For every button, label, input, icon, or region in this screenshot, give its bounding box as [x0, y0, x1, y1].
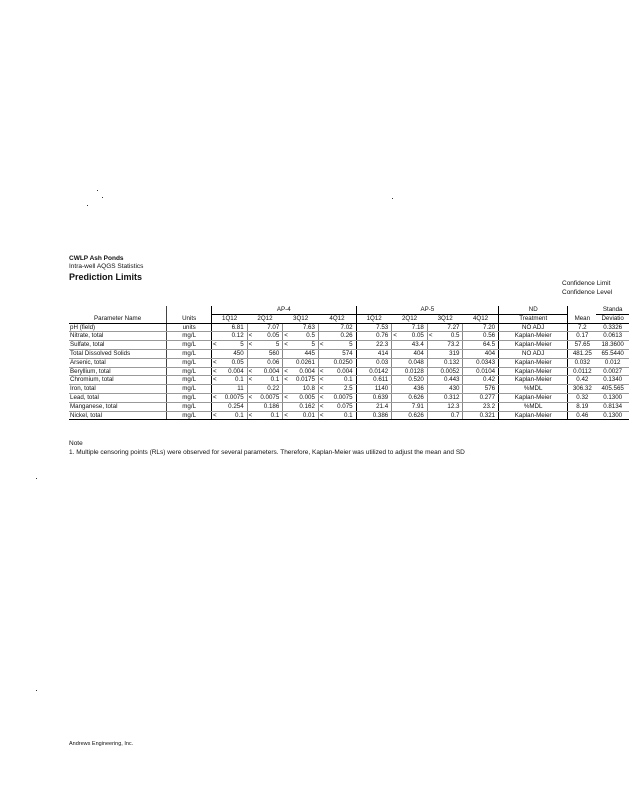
value-cell: 0.05: [399, 332, 428, 341]
treatment-cell: %MDL: [499, 385, 568, 394]
parameter-name: Beryllium, total: [69, 367, 167, 376]
col-units: Units: [167, 314, 212, 323]
scan-speck: [36, 478, 37, 479]
table-row: [69, 402, 629, 411]
value-cell: 0.01: [290, 411, 319, 420]
qualifier-cell: <: [393, 332, 397, 340]
qualifier-cell: <: [213, 367, 217, 375]
units-cell: mg/L: [167, 358, 212, 367]
value-cell: 5: [290, 341, 319, 350]
mean-cell: 0.032: [568, 358, 597, 367]
prediction-limits-table: [69, 306, 629, 420]
qualifier-cell: [463, 323, 470, 332]
parameter-name: Nickel, total: [69, 411, 167, 420]
mean-cell: 481.25: [568, 349, 597, 358]
value-cell: 0.7: [434, 411, 463, 420]
qualifier-cell: [392, 323, 399, 332]
qualifier-cell: [283, 385, 290, 394]
value-cell: 404: [470, 349, 499, 358]
value-cell: 0.626: [399, 411, 428, 420]
treatment-cell: Kaplan-Meier: [499, 376, 568, 385]
value-cell: 574: [326, 349, 357, 358]
mean-cell: 57.65: [568, 341, 597, 350]
treatment-cell: NO ADJ: [499, 323, 568, 332]
qualifier-cell: <: [319, 393, 324, 401]
qualifier-cell: <: [213, 411, 217, 419]
value-cell: 450: [219, 349, 248, 358]
sd-cell: 0.1300: [596, 411, 629, 420]
treatment-cell: Kaplan-Meier: [499, 332, 568, 341]
qualifier-cell: [356, 367, 363, 376]
value-cell: 5: [326, 341, 357, 350]
scan-speck: [87, 205, 88, 206]
mean-cell: 0.0112: [568, 367, 597, 376]
units-cell: mg/L: [167, 402, 212, 411]
value-cell: 0.004: [254, 367, 283, 376]
qualifier-cell: [463, 402, 470, 411]
qualifier-cell: [356, 323, 363, 332]
sd-cell: 405.565: [596, 385, 629, 394]
qualifier-cell: [356, 411, 363, 420]
qualifier-cell: [318, 349, 325, 358]
value-cell: 0.1: [326, 376, 357, 385]
qualifier-cell: [247, 349, 254, 358]
qualifier-cell: <: [284, 332, 288, 340]
value-cell: 404: [399, 349, 428, 358]
qualifier-cell: <: [319, 402, 324, 410]
qualifier-cell: <: [319, 385, 324, 393]
confidence-level-label: Confidence Level: [562, 289, 613, 296]
parameter-name: Iron, total: [69, 385, 167, 394]
qualifier-cell: [463, 332, 470, 341]
treatment-cell: Kaplan-Meier: [499, 367, 568, 376]
mean-cell: 8.19: [568, 402, 597, 411]
value-cell: 0.443: [434, 376, 463, 385]
mean-cell: 7.2: [568, 323, 597, 332]
units-cell: mg/L: [167, 376, 212, 385]
table-body: [69, 323, 629, 420]
sd-cell: 0.1340: [596, 376, 629, 385]
value-cell: 0.0142: [363, 367, 392, 376]
units-cell: mg/L: [167, 341, 212, 350]
value-cell: 430: [434, 385, 463, 394]
qualifier-cell: [392, 358, 399, 367]
value-cell: 0.611: [363, 376, 392, 385]
qualifier-cell: [427, 402, 434, 411]
value-cell: 0.1: [219, 376, 248, 385]
parameter-name: Lead, total: [69, 393, 167, 402]
value-cell: 0.626: [399, 393, 428, 402]
scan-speck: [102, 197, 103, 198]
qualifier-cell: [247, 323, 254, 332]
value-cell: 0.312: [434, 393, 463, 402]
parameter-name: Manganese, total: [69, 402, 167, 411]
value-cell: 2.5: [326, 385, 357, 394]
qualifier-cell: <: [284, 393, 288, 401]
value-cell: 43.4: [399, 341, 428, 350]
table-row: [69, 323, 629, 332]
qualifier-cell: [283, 323, 290, 332]
units-cell: mg/L: [167, 332, 212, 341]
qualifier-cell: <: [248, 341, 253, 349]
qualifier-cell: [427, 385, 434, 394]
qualifier-cell: [247, 402, 254, 411]
value-cell: 0.0175: [290, 376, 319, 385]
value-cell: 0.03: [363, 358, 392, 367]
col-q6: 2Q12: [392, 314, 428, 323]
footer-company: Andrews Engineering, Inc.: [69, 741, 134, 747]
qualifier-cell: [212, 332, 219, 341]
qualifier-cell: [427, 349, 434, 358]
qualifier-cell: <: [284, 341, 288, 349]
confidence-limit-label: Confidence Limit: [562, 280, 611, 287]
treatment-cell: Kaplan-Meier: [499, 358, 568, 367]
value-cell: 0.0104: [470, 367, 499, 376]
qualifier-cell: <: [319, 341, 324, 349]
qualifier-cell: [283, 349, 290, 358]
value-cell: 0.004: [290, 367, 319, 376]
qualifier-cell: <: [319, 376, 324, 384]
qualifier-cell: <: [213, 341, 217, 349]
value-cell: 0.76: [363, 332, 392, 341]
qualifier-cell: [392, 376, 399, 385]
col-q2: 2Q12: [247, 314, 283, 323]
value-cell: 0.075: [326, 402, 357, 411]
qualifier-cell: [356, 393, 363, 402]
table-row: [69, 332, 629, 341]
value-cell: 7.07: [254, 323, 283, 332]
note-label: Note: [69, 440, 83, 447]
qualifier-cell: <: [284, 376, 288, 384]
qualifier-cell: [392, 349, 399, 358]
value-cell: 0.0261: [290, 358, 319, 367]
value-cell: 11: [219, 385, 248, 394]
parameter-name: Sulfate, total: [69, 341, 167, 350]
qualifier-cell: [392, 367, 399, 376]
sd-cell: 0.1300: [596, 393, 629, 402]
value-cell: 0.004: [326, 367, 357, 376]
col-q3: 3Q12: [283, 314, 319, 323]
qualifier-cell: <: [284, 367, 288, 375]
qualifier-cell: [318, 323, 325, 332]
value-cell: 73.2: [434, 341, 463, 350]
col-q4: 4Q12: [318, 314, 356, 323]
value-cell: 1140: [363, 385, 392, 394]
value-cell: 0.254: [219, 402, 248, 411]
value-cell: 0.26: [326, 332, 357, 341]
value-cell: 7.18: [399, 323, 428, 332]
qualifier-cell: <: [248, 376, 253, 384]
value-cell: 7.63: [290, 323, 319, 332]
units-cell: mg/L: [167, 411, 212, 420]
value-cell: 0.277: [470, 393, 499, 402]
treatment-cell: Kaplan-Meier: [499, 393, 568, 402]
value-cell: 0.386: [363, 411, 392, 420]
value-cell: 0.12: [219, 332, 248, 341]
value-cell: 6.81: [219, 323, 248, 332]
units-cell: mg/L: [167, 385, 212, 394]
qualifier-cell: [463, 411, 470, 420]
treatment-cell: Kaplan-Meier: [499, 341, 568, 350]
units-cell: units: [167, 323, 212, 332]
value-cell: 0.639: [363, 393, 392, 402]
group-header-row: [69, 306, 629, 314]
col-q1: 1Q12: [212, 314, 248, 323]
col-q7: 3Q12: [427, 314, 463, 323]
qualifier-cell: [356, 341, 363, 350]
qualifier-cell: <: [248, 393, 253, 401]
treatment-cell: Kaplan-Meier: [499, 411, 568, 420]
parameter-name: Nitrate, total: [69, 332, 167, 341]
qualifier-cell: <: [248, 332, 253, 340]
value-cell: 0.186: [254, 402, 283, 411]
value-cell: 576: [470, 385, 499, 394]
qualifier-cell: [318, 332, 325, 341]
qualifier-cell: [212, 323, 219, 332]
qualifier-cell: [427, 358, 434, 367]
qualifier-cell: [247, 358, 254, 367]
col-mean: Mean: [568, 314, 597, 323]
value-cell: 0.0250: [326, 358, 357, 367]
col-treatment: Treatment: [499, 314, 568, 323]
value-cell: 0.1: [254, 376, 283, 385]
qualifier-cell: [463, 367, 470, 376]
value-cell: 10.8: [290, 385, 319, 394]
qualifier-cell: [463, 393, 470, 402]
value-cell: 5: [219, 341, 248, 350]
header-site: CWLP Ash Ponds: [69, 255, 124, 262]
parameter-name: pH (field): [69, 323, 167, 332]
parameter-name: Total Dissolved Solids: [69, 349, 167, 358]
qualifier-cell: [356, 376, 363, 385]
group-af4: AP-4: [212, 306, 357, 314]
qualifier-cell: [356, 332, 363, 341]
value-cell: 0.0052: [434, 367, 463, 376]
qualifier-cell: [427, 393, 434, 402]
group-std: Standa: [596, 306, 629, 314]
table-row: [69, 341, 629, 350]
qualifier-cell: [463, 341, 470, 350]
qualifier-cell: [463, 385, 470, 394]
value-cell: 0.5: [290, 332, 319, 341]
qualifier-cell: [356, 358, 363, 367]
table-row: [69, 393, 629, 402]
qualifier-cell: [356, 402, 363, 411]
table-row: [69, 367, 629, 376]
value-cell: 0.1: [326, 411, 357, 420]
column-header-row: [69, 314, 629, 323]
qualifier-cell: <: [319, 411, 324, 419]
treatment-cell: NO ADJ: [499, 349, 568, 358]
value-cell: 7.53: [363, 323, 392, 332]
parameter-name: Arsenic, total: [69, 358, 167, 367]
value-cell: 436: [399, 385, 428, 394]
mean-cell: 306.32: [568, 385, 597, 394]
value-cell: 7.02: [326, 323, 357, 332]
parameter-name: Chromium, total: [69, 376, 167, 385]
value-cell: 0.05: [219, 358, 248, 367]
qualifier-cell: [212, 402, 219, 411]
sd-cell: 0.0613: [596, 332, 629, 341]
col-sd: Deviatio: [596, 314, 629, 323]
value-cell: 0.0075: [254, 393, 283, 402]
value-cell: 319: [434, 349, 463, 358]
value-cell: 0.1: [254, 411, 283, 420]
value-cell: 0.0075: [219, 393, 248, 402]
treatment-cell: %MDL: [499, 402, 568, 411]
value-cell: 560: [254, 349, 283, 358]
value-cell: 445: [290, 349, 319, 358]
qualifier-cell: [392, 402, 399, 411]
qualifier-cell: [212, 385, 219, 394]
value-cell: 0.42: [470, 376, 499, 385]
sd-cell: 65.5440: [596, 349, 629, 358]
scan-speck: [392, 198, 393, 199]
sd-cell: 18.3600: [596, 341, 629, 350]
qualifier-cell: [427, 323, 434, 332]
value-cell: 0.0128: [399, 367, 428, 376]
qualifier-cell: <: [248, 367, 253, 375]
note-item: 1. Multiple censoring points (RLs) were observed for several parameters. Therefore, Kaplan-Meier was utilized to adjust the mean and SD: [69, 449, 465, 456]
value-cell: 22.3: [363, 341, 392, 350]
qualifier-cell: <: [284, 411, 288, 419]
qualifier-cell: [356, 349, 363, 358]
sd-cell: 0.012: [596, 358, 629, 367]
sd-cell: 0.8134: [596, 402, 629, 411]
value-cell: 0.0075: [326, 393, 357, 402]
units-cell: mg/L: [167, 349, 212, 358]
value-cell: 0.005: [290, 393, 319, 402]
qualifier-cell: [392, 411, 399, 420]
qualifier-cell: [427, 411, 434, 420]
qualifier-cell: [463, 376, 470, 385]
value-cell: 0.321: [470, 411, 499, 420]
value-cell: 0.0343: [470, 358, 499, 367]
value-cell: 0.004: [219, 367, 248, 376]
qualifier-cell: [356, 385, 363, 394]
value-cell: 0.06: [254, 358, 283, 367]
qualifier-cell: [283, 402, 290, 411]
qualifier-cell: [392, 341, 399, 350]
units-cell: mg/L: [167, 367, 212, 376]
qualifier-cell: <: [319, 367, 324, 375]
value-cell: 0.05: [254, 332, 283, 341]
value-cell: 7.20: [470, 323, 499, 332]
qualifier-cell: <: [248, 411, 253, 419]
col-q8: 4Q12: [463, 314, 499, 323]
value-cell: 7.27: [434, 323, 463, 332]
value-cell: 0.162: [290, 402, 319, 411]
qualifier-cell: [212, 349, 219, 358]
qualifier-cell: [247, 385, 254, 394]
qualifier-cell: <: [213, 376, 217, 384]
qualifier-cell: [463, 349, 470, 358]
mean-cell: 0.42: [568, 376, 597, 385]
value-cell: 21.4: [363, 402, 392, 411]
qualifier-cell: [283, 358, 290, 367]
value-cell: 5: [254, 341, 283, 350]
col-param: Parameter Name: [69, 314, 167, 323]
value-cell: 0.5: [434, 332, 463, 341]
table-row: [69, 376, 629, 385]
value-cell: 7.91: [399, 402, 428, 411]
value-cell: 0.520: [399, 376, 428, 385]
page-title: Prediction Limits: [69, 272, 143, 282]
qualifier-cell: [427, 341, 434, 350]
value-cell: 0.1: [219, 411, 248, 420]
group-nd: ND: [499, 306, 568, 314]
scan-speck: [97, 190, 98, 191]
qualifier-cell: [392, 385, 399, 394]
mean-cell: 0.17: [568, 332, 597, 341]
value-cell: 23.2: [470, 402, 499, 411]
mean-cell: 0.32: [568, 393, 597, 402]
value-cell: 0.048: [399, 358, 428, 367]
qualifier-cell: [318, 358, 325, 367]
qualifier-cell: [427, 376, 434, 385]
table-row: [69, 411, 629, 420]
value-cell: 414: [363, 349, 392, 358]
header-subtitle: Intra-well AQGS Statistics: [69, 263, 144, 270]
units-cell: mg/L: [167, 393, 212, 402]
table-row: [69, 349, 629, 358]
value-cell: 0.56: [470, 332, 499, 341]
table-row: [69, 358, 629, 367]
table-row: [69, 385, 629, 394]
value-cell: 0.132: [434, 358, 463, 367]
qualifier-cell: <: [213, 393, 217, 401]
qualifier-cell: [427, 367, 434, 376]
scan-speck: [36, 690, 37, 691]
mean-cell: 0.46: [568, 411, 597, 420]
group-af5: AP-5: [356, 306, 499, 314]
sd-cell: 0.3326: [596, 323, 629, 332]
value-cell: 12.3: [434, 402, 463, 411]
value-cell: 64.5: [470, 341, 499, 350]
qualifier-cell: <: [213, 358, 217, 366]
qualifier-cell: <: [428, 332, 433, 340]
qualifier-cell: [463, 358, 470, 367]
value-cell: 0.22: [254, 385, 283, 394]
col-q5: 1Q12: [356, 314, 392, 323]
qualifier-cell: [392, 393, 399, 402]
sd-cell: 0.0027: [596, 367, 629, 376]
